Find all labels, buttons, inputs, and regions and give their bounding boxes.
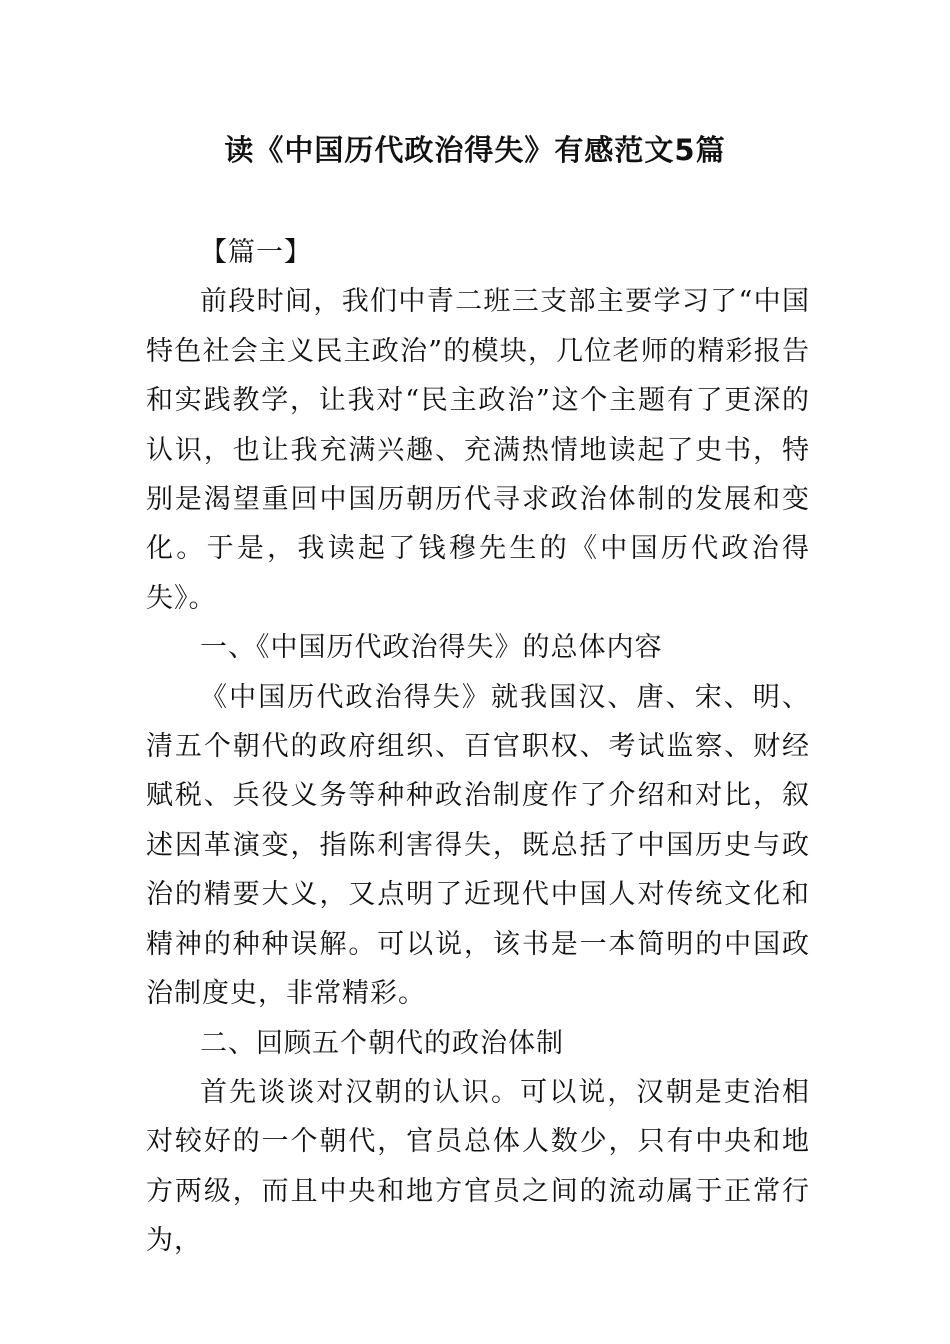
paragraph-intro: 前段时间，我们中青二班三支部主要学习了“中国特色社会主义民主政治”的模块，几位老师的精彩报告和实践教学，让我对“民主政治”这个主题有了更深的认识，也让我充满兴趣、充满热情地读起了史书，特别是渴望重回中国历朝历代寻求政治体制的发展和变化。于是，我读起了钱穆先生的《中国历代政治得失》。 <box>146 286 810 614</box>
section-marker: 【篇一】 <box>200 237 312 268</box>
section-heading-1: 一、《中国历代政治得失》的总体内容 <box>200 632 663 664</box>
document-body <box>146 228 810 1266</box>
document-title: 读《中国历代政治得失》有感范文5篇 <box>224 133 726 167</box>
section-heading-2: 二、回顾五个朝代的政治体制 <box>200 1027 564 1059</box>
paragraph-han-dynasty: 首先谈谈对汉朝的认识。可以说，汉朝是吏治相对较好的一个朝代，官员总体人数少，只有中央和地方两级，而且中央和地方官员之间的流动属于正常行为， <box>146 1076 810 1257</box>
paragraph-content-overview: 《中国历代政治得失》就我国汉、唐、宋、明、清五个朝代的政府组织、百官职权、考试监察、财经赋税、兵役义务等种种政治制度作了介绍和对比，叙述因革演变，指陈利害得失，既总括了中国历史与政治的精要大义，又点明了近现代中国人对传统文化和精神的种种误解。可以说，该书是一本简明的中国政治制度史，非常精彩。 <box>146 681 810 1010</box>
